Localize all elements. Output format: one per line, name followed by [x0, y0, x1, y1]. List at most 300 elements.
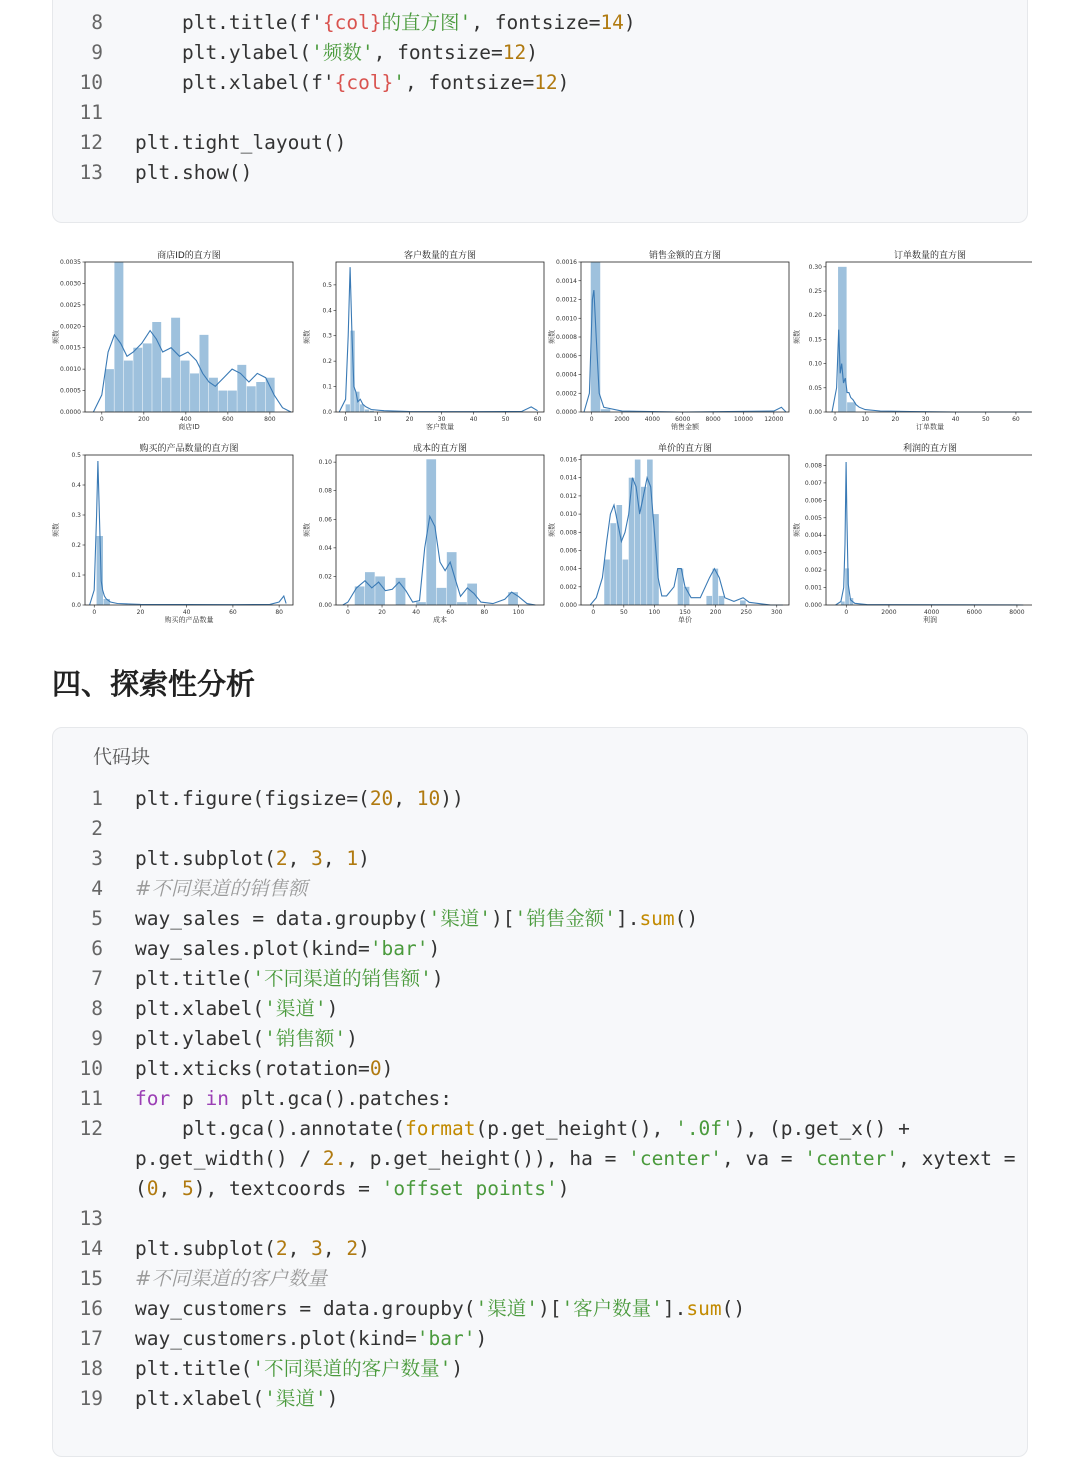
code-token: way_customers = data.groupby(: [135, 1297, 476, 1320]
code-token: ,: [287, 1237, 312, 1260]
x-axis-label: 订单数量: [916, 423, 944, 431]
histogram-bar: [256, 382, 265, 412]
histogram-panel: [302, 442, 544, 624]
y-tick-label: 0.30: [808, 263, 822, 271]
x-tick-label: 50: [620, 609, 628, 616]
code-token: ,: [322, 1237, 347, 1260]
code-token: 2: [275, 847, 288, 870]
histogram-panel: [792, 249, 1032, 431]
code-token: ): [475, 1327, 488, 1350]
histogram-panel: [52, 249, 293, 431]
kde-line: [339, 267, 537, 412]
x-tick-label: 10: [861, 416, 870, 423]
code-token: way_sales.plot(kind=: [135, 937, 370, 960]
histogram-bar: [706, 596, 712, 605]
code-line: [53, 1324, 1027, 1354]
code-token: 0: [146, 1177, 159, 1200]
y-tick-label: 0.0014: [556, 277, 577, 285]
code-token: 'center': [628, 1147, 723, 1170]
x-tick-label: 8000: [1009, 609, 1025, 616]
line-number: 8: [91, 997, 103, 1020]
x-tick-label: 0: [92, 609, 97, 616]
line-number: 2: [91, 817, 103, 840]
y-tick-label: 0.00: [318, 602, 332, 609]
code-token: #不同渠道的销售额: [135, 877, 308, 900]
line-number: 11: [79, 1087, 103, 1110]
histogram-bar: [635, 460, 641, 605]
y-tick-label: 0.000: [559, 602, 577, 609]
code-token: 0: [369, 1057, 382, 1080]
histogram-bar: [604, 560, 610, 605]
code-token: for: [135, 1087, 171, 1110]
y-tick-label: 0.0012: [556, 296, 577, 304]
code-text: [135, 1354, 463, 1384]
line-number: 4: [91, 877, 103, 900]
code-lines: [53, 784, 1027, 1414]
code-token: )): [440, 787, 464, 810]
y-tick-label: 0.012: [559, 492, 577, 500]
y-tick-label: 0.004: [559, 565, 577, 573]
x-tick-label: 600: [222, 416, 234, 423]
y-tick-label: 0.000: [804, 602, 822, 609]
code-token: plt.xlabel(: [135, 1387, 265, 1410]
y-tick-label: 0.2: [322, 358, 332, 366]
x-tick-label: 50: [981, 416, 990, 423]
code-line: [53, 1294, 1027, 1324]
histogram-bar: [719, 596, 725, 605]
chart-title: 客户数量的直方图: [403, 251, 477, 261]
code-token: , p.get_height()), ha =: [346, 1147, 629, 1170]
y-tick-label: 0.010: [559, 511, 577, 519]
x-tick-label: 30: [921, 416, 930, 423]
code-token: '渠道': [475, 1297, 538, 1320]
y-tick-label: 0.2: [71, 542, 81, 549]
plot-frame: [826, 455, 1032, 605]
x-tick-label: 0: [99, 416, 104, 423]
line-number: 5: [91, 907, 103, 930]
code-line: [53, 1144, 1027, 1174]
line-number: 7: [91, 967, 103, 990]
x-tick-label: 800: [264, 416, 276, 423]
x-tick-label: 100: [648, 609, 661, 616]
y-tick-label: 0.007: [804, 479, 822, 487]
code-token: 'center': [804, 1147, 899, 1170]
code-text: [135, 128, 346, 158]
code-token: ,: [322, 847, 347, 870]
y-tick-label: 0.04: [318, 544, 332, 552]
histogram-bar: [437, 588, 447, 605]
code-token: 3: [311, 847, 323, 870]
code-token: ,: [158, 1177, 182, 1200]
histogram-bar: [162, 378, 171, 412]
code-line: [53, 1054, 1027, 1084]
x-axis-label: 客户数量: [426, 423, 454, 431]
x-axis-label: 利润: [923, 616, 937, 624]
histogram-panel: [547, 249, 789, 431]
code-text: [135, 1234, 370, 1264]
code-token: , fontsize=: [405, 71, 535, 94]
code-token: sum: [639, 907, 675, 930]
histogram-grid: [52, 242, 1032, 637]
y-tick-label: 0.10: [808, 360, 822, 368]
y-tick-label: 0.0010: [556, 315, 577, 323]
y-tick-label: 0.0016: [556, 259, 577, 266]
code-token: 20: [369, 787, 394, 810]
code-text: [135, 1294, 745, 1324]
y-tick-label: 0.006: [804, 497, 822, 505]
y-tick-label: 0.0005: [60, 387, 81, 395]
histogram-panel: [792, 442, 1032, 624]
line-number: 13: [79, 161, 103, 184]
code-token: plt.title(f': [135, 11, 323, 34]
line-number: 9: [91, 41, 103, 64]
histogram-bar: [105, 369, 114, 412]
code-token: '渠道': [428, 907, 491, 930]
line-number: 19: [79, 1387, 103, 1410]
code-line: [53, 1084, 1027, 1114]
code-token: 3: [311, 1237, 323, 1260]
code-token: 2: [346, 1237, 359, 1260]
y-tick-label: 0.008: [804, 462, 822, 470]
x-tick-label: 100: [512, 609, 525, 616]
code-token: 2: [275, 1237, 288, 1260]
section-heading: 四、探索性分析: [52, 667, 256, 701]
code-line: [53, 844, 1027, 874]
y-tick-label: 0.5: [71, 452, 81, 459]
y-tick-label: 0.0025: [60, 301, 81, 309]
code-token: '.0f': [675, 1117, 734, 1140]
histogram-panel: [547, 442, 789, 624]
y-tick-label: 0.0008: [556, 334, 577, 341]
y-axis-label: 频数: [52, 330, 60, 344]
code-token: ): [346, 1027, 358, 1050]
x-tick-label: 250: [740, 609, 752, 616]
histogram-bar: [218, 391, 227, 412]
y-tick-label: 0.05: [808, 384, 822, 392]
code-text: [135, 1024, 358, 1054]
y-tick-label: 0.00: [808, 409, 822, 416]
y-tick-label: 0.3: [71, 512, 81, 519]
histogram-bar: [601, 409, 611, 412]
code-text: [135, 784, 464, 814]
y-tick-label: 0.0: [322, 409, 332, 416]
y-tick-label: 0.0015: [60, 344, 81, 352]
code-text: [135, 38, 538, 68]
plot-frame: [581, 262, 789, 412]
code-token: ,: [287, 847, 312, 870]
code-line: [53, 38, 1027, 68]
code-token: plt.xlabel(f': [135, 71, 335, 94]
code-text: [135, 1324, 487, 1354]
line-number: 11: [79, 101, 103, 124]
code-token: ): [326, 997, 339, 1020]
code-token: p.get_width() /: [135, 1147, 323, 1170]
code-token: 2.: [322, 1147, 347, 1170]
code-token: 'bar': [416, 1327, 476, 1350]
code-line: [53, 1384, 1027, 1414]
code-token: ): [381, 1057, 394, 1080]
x-tick-label: 60: [446, 609, 455, 616]
code-line: [53, 1114, 1027, 1144]
code-token: '渠道': [264, 997, 327, 1020]
line-number: 10: [79, 1057, 103, 1080]
code-line: [53, 68, 1027, 98]
code-text: [135, 1084, 452, 1114]
line-number: 8: [91, 11, 103, 34]
line-number: 17: [79, 1327, 103, 1350]
histogram-bar: [181, 361, 190, 412]
code-token: 14: [600, 11, 624, 34]
y-tick-label: 0.0004: [556, 371, 577, 379]
code-token: ': [393, 71, 406, 94]
histogram-bar: [841, 602, 845, 605]
y-axis-label: 频数: [548, 523, 556, 537]
code-text: [135, 1384, 338, 1414]
code-token: 12: [502, 41, 527, 64]
y-tick-label: 0.001: [804, 584, 822, 592]
chart-title: 单价的直方图: [657, 444, 713, 454]
line-number: 12: [79, 131, 103, 154]
line-number: 1: [91, 787, 103, 810]
x-tick-label: 10000: [733, 416, 753, 423]
code-text: [135, 1144, 1016, 1174]
x-tick-label: 2000: [881, 609, 897, 616]
y-tick-label: 0.5: [322, 281, 332, 289]
code-token: 1: [346, 847, 359, 870]
code-block-main: [52, 727, 1028, 1457]
line-number: 10: [79, 71, 103, 94]
y-tick-label: 0.014: [559, 474, 577, 482]
histogram-bar: [416, 602, 426, 605]
code-line: [53, 964, 1027, 994]
y-tick-label: 0.08: [318, 487, 332, 495]
code-token: ): [526, 41, 538, 64]
code-line: [53, 1354, 1027, 1384]
code-token: ): [358, 1237, 370, 1260]
code-token: 12: [534, 71, 558, 94]
x-tick-label: 150: [679, 609, 691, 616]
histogram-bar: [346, 404, 350, 412]
code-token: plt.title(: [135, 1357, 253, 1380]
y-tick-label: 0.016: [559, 456, 577, 464]
code-line: [53, 8, 1027, 38]
y-tick-label: 0.0002: [556, 390, 577, 398]
x-tick-label: 0: [833, 416, 837, 423]
code-token: '客户数量': [561, 1297, 663, 1320]
code-token: '渠道': [264, 1387, 327, 1410]
code-block-header: 代码块: [93, 746, 151, 768]
x-tick-label: 0: [589, 416, 594, 423]
line-number: 14: [79, 1237, 103, 1260]
code-token: plt.figure(figsize=(: [135, 787, 370, 810]
plot-frame: [85, 455, 293, 605]
chart-title: 商店ID的直方图: [157, 251, 221, 261]
x-tick-label: 30: [437, 416, 446, 423]
code-token: format: [405, 1117, 476, 1140]
x-tick-label: 200: [709, 609, 722, 616]
histogram-bar: [133, 348, 142, 412]
code-token: (p.get_height(),: [475, 1117, 676, 1140]
histogram-bar: [124, 361, 133, 412]
x-axis-label: 销售金额: [671, 423, 699, 431]
histogram-bar: [190, 373, 199, 412]
code-token: 5: [181, 1177, 194, 1200]
x-tick-label: 20: [891, 416, 900, 423]
histogram-bar: [200, 335, 209, 412]
line-number: 13: [79, 1207, 103, 1230]
code-line: [53, 1264, 1027, 1294]
code-line: [53, 158, 1027, 188]
x-tick-label: 4000: [923, 609, 940, 616]
y-tick-label: 0.4: [322, 307, 332, 315]
x-tick-label: 40: [412, 609, 420, 616]
kde-line: [832, 330, 1031, 412]
code-token: ): [428, 937, 441, 960]
line-number: 15: [79, 1267, 103, 1290]
histogram-bar: [847, 402, 856, 412]
y-tick-label: 0.0000: [60, 409, 81, 416]
code-token: plt.ylabel(: [135, 41, 312, 64]
y-axis-label: 频数: [303, 330, 311, 344]
chart-title: 销售金额的直方图: [648, 251, 722, 261]
y-tick-label: 0.02: [318, 573, 332, 581]
code-block-top: [52, 0, 1028, 223]
code-text: [135, 1264, 327, 1294]
x-tick-label: 40: [469, 416, 478, 423]
code-token: , va =: [722, 1147, 805, 1170]
code-text: [135, 964, 444, 994]
y-axis-label: 频数: [52, 523, 60, 537]
code-line: [53, 784, 1027, 814]
chart-title: 利润的直方图: [902, 444, 958, 454]
y-axis-label: 频数: [793, 523, 801, 537]
code-token: ), textcoords =: [193, 1177, 382, 1200]
code-token: plt.tight_layout(): [135, 131, 347, 154]
x-tick-label: 60: [533, 416, 542, 423]
code-line: [53, 1174, 1027, 1204]
histogram-bar: [365, 572, 375, 605]
y-tick-label: 0.0010: [60, 366, 81, 374]
kde-line: [836, 462, 1024, 605]
x-tick-label: 6000: [675, 416, 691, 423]
code-token: (): [721, 1297, 746, 1320]
x-tick-label: 60: [1012, 416, 1020, 423]
code-token: 的直方图': [381, 11, 472, 34]
histogram-bar: [629, 478, 635, 605]
x-tick-label: 40: [182, 609, 191, 616]
x-tick-label: 60: [229, 609, 237, 616]
y-tick-label: 0.0020: [60, 323, 81, 331]
code-lines: [53, 8, 1027, 188]
code-text: [135, 844, 370, 874]
code-token: ), (p.get_x() +: [733, 1117, 910, 1140]
y-tick-label: 0.005: [804, 514, 822, 522]
y-tick-label: 0.0035: [60, 259, 81, 266]
x-axis-label: 单价: [678, 616, 692, 624]
code-token: , fontsize=: [471, 11, 601, 34]
code-token: plt.xlabel(: [135, 997, 265, 1020]
code-token: sum: [686, 1297, 722, 1320]
histogram-bar: [647, 460, 653, 605]
y-tick-label: 0.25: [808, 288, 822, 296]
x-tick-label: 80: [480, 609, 489, 616]
x-tick-label: 2000: [614, 416, 630, 423]
histogram-bar: [396, 578, 406, 605]
code-token: ): [623, 11, 636, 34]
code-token: '不同渠道的客户数量': [252, 1357, 452, 1380]
x-axis-label: 成本: [433, 616, 447, 624]
code-token: ): [557, 71, 570, 94]
x-axis-label: 商店ID: [178, 423, 200, 431]
code-token: plt.title(: [135, 967, 253, 990]
code-token: , xytext =: [898, 1147, 1016, 1170]
x-tick-label: 50: [501, 416, 510, 423]
code-token: '不同渠道的销售额': [252, 967, 432, 990]
code-text: [135, 1114, 910, 1144]
y-tick-label: 0.002: [559, 583, 577, 591]
code-token: plt.ylabel(: [135, 1027, 265, 1050]
line-number: 9: [91, 1027, 103, 1050]
code-token: '频数': [311, 41, 374, 64]
code-token: ): [557, 1177, 570, 1200]
code-token: p: [170, 1087, 206, 1110]
chart-title: 订单数量的直方图: [893, 251, 967, 261]
code-token: ,: [393, 787, 417, 810]
x-tick-label: 0: [343, 416, 348, 423]
code-token: plt.subplot(: [135, 847, 276, 870]
y-tick-label: 0.1: [71, 572, 81, 579]
code-token: way_customers.plot(kind=: [135, 1327, 417, 1350]
histogram-bar: [740, 600, 746, 605]
x-tick-label: 4000: [644, 416, 660, 423]
kde-line: [90, 461, 287, 605]
y-tick-label: 0.0030: [60, 280, 81, 288]
y-tick-label: 0.006: [559, 547, 577, 555]
code-token: way_sales = data.groupby(: [135, 907, 429, 930]
code-token: '销售额': [264, 1027, 347, 1050]
code-token: plt.show(): [135, 161, 253, 184]
code-token: ].: [662, 1297, 687, 1320]
code-text: [135, 1054, 393, 1084]
code-token: (): [674, 907, 699, 930]
code-token: (: [135, 1177, 147, 1200]
code-line: [53, 934, 1027, 964]
histogram-bar: [457, 602, 467, 605]
y-tick-label: 0.15: [808, 336, 822, 344]
code-text: [135, 68, 569, 98]
code-token: plt.gca().patches:: [228, 1087, 453, 1110]
code-line: [53, 1024, 1027, 1054]
x-tick-label: 0: [346, 609, 350, 616]
x-tick-label: 10: [373, 416, 382, 423]
code-token: )[: [537, 1297, 562, 1320]
code-token: ): [431, 967, 444, 990]
code-token: ): [326, 1387, 339, 1410]
x-tick-label: 0: [591, 609, 596, 616]
code-line: [53, 814, 1027, 844]
code-line: [53, 874, 1027, 904]
x-tick-label: 0: [844, 609, 849, 616]
code-line: [53, 994, 1027, 1024]
histogram-bar: [623, 560, 629, 605]
code-text: [135, 158, 252, 188]
code-token: in: [205, 1087, 229, 1110]
y-tick-label: 0.3: [322, 332, 332, 340]
code-text: [135, 874, 307, 904]
y-tick-label: 0.20: [808, 312, 822, 320]
plot-frame: [826, 262, 1032, 412]
chart-title: 购买的产品数量的直方图: [139, 444, 239, 454]
